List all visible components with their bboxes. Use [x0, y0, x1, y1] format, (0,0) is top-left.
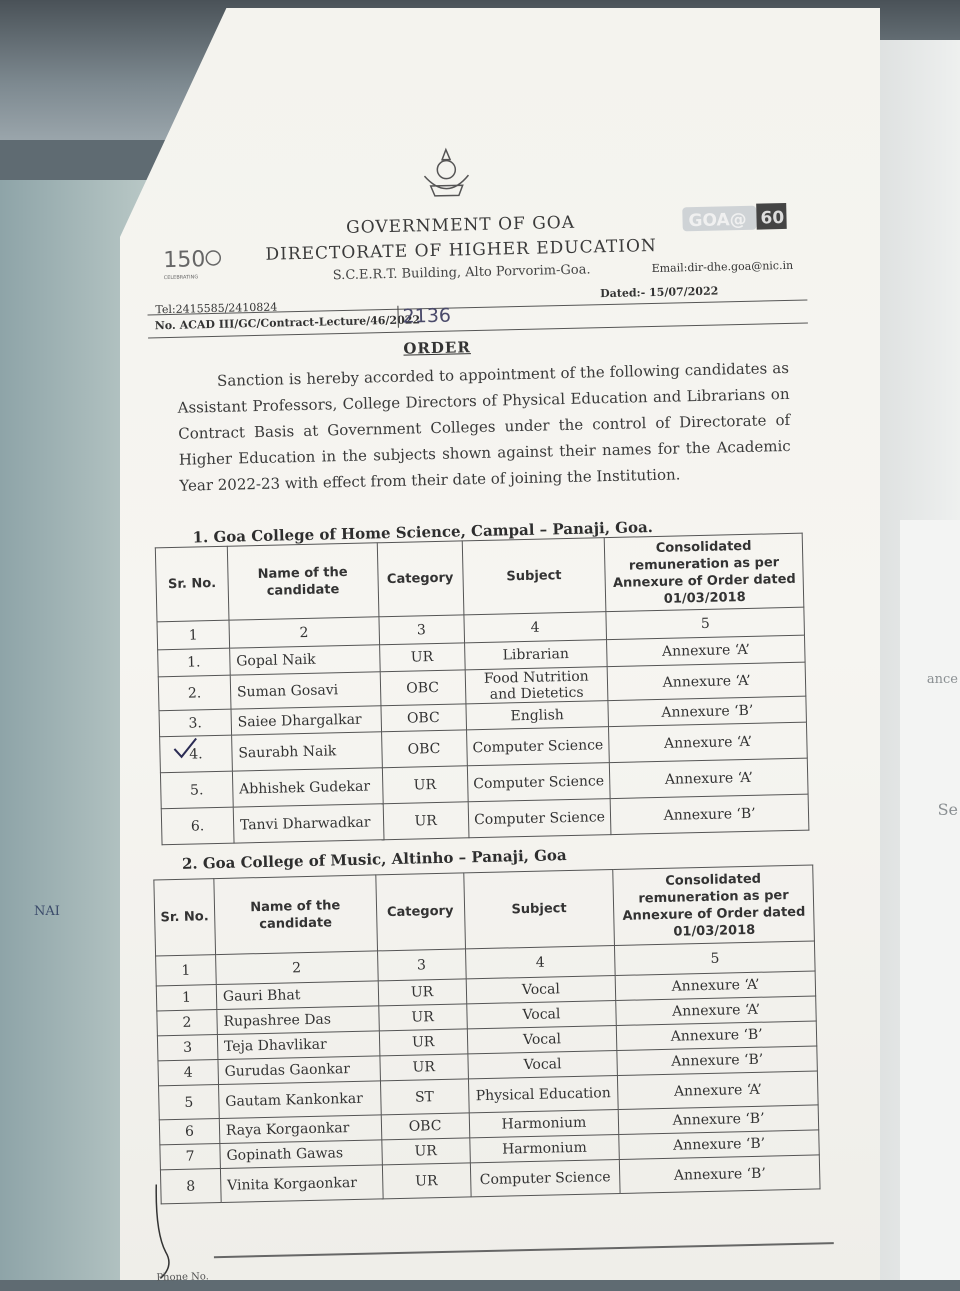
sr-no-cell: 3: [157, 1035, 217, 1061]
remuneration-cell: Annexure ‘B’: [617, 1046, 817, 1076]
telephone: Tel:2415585/2410824: [155, 300, 278, 317]
candidate-name-cell: Saurabh Naik: [231, 732, 382, 771]
candidate-name-cell: Gopal Naik: [229, 645, 379, 675]
header-sr-no: Sr. No.: [155, 546, 229, 622]
remuneration-cell: Annexure ‘A’: [618, 1071, 818, 1110]
order-date: Dated:- 15/07/2022: [600, 284, 719, 301]
category-cell: UR: [379, 643, 465, 672]
category-cell: UR: [378, 1004, 466, 1031]
subject-cell: Librarian: [464, 640, 607, 670]
candidate-name-cell: Teja Dhavlikar: [217, 1031, 379, 1060]
category-cell: UR: [380, 1054, 468, 1081]
category-cell: UR: [382, 1163, 471, 1199]
candidate-name-cell: Saiee Dhargalkar: [231, 706, 381, 735]
category-cell: UR: [381, 1138, 469, 1165]
header-subject: Subject: [463, 870, 614, 949]
category-cell: UR: [379, 1029, 467, 1056]
sr-no-cell: 6.: [161, 807, 234, 845]
sr-no-cell: 1: [156, 985, 216, 1011]
subject-cell: Food Nutrition and Dietetics: [465, 667, 608, 704]
reference-number: No. ACAD III/GC/Contract-Lecture/46/2022: [154, 313, 421, 333]
remuneration-cell: Annexure ‘B’: [618, 1105, 818, 1135]
sr-no-cell: 4: [158, 1060, 218, 1086]
subject-cell: Vocal: [467, 1026, 617, 1054]
header-category: Category: [377, 541, 464, 617]
footer-phone: Phone No.: [156, 1271, 210, 1284]
header-category: Category: [375, 873, 465, 951]
remuneration-cell: Annexure ‘A’: [607, 662, 805, 700]
remuneration-cell: Annexure ‘A’: [616, 996, 816, 1026]
col-number: 4: [465, 946, 615, 979]
remuneration-cell: Annexure ‘B’: [620, 1155, 820, 1194]
candidate-name-cell: Gopinath Gawas: [220, 1140, 382, 1169]
candidate-name-cell: Suman Gosavi: [230, 672, 381, 709]
remuneration-cell: Annexure ‘A’: [609, 722, 807, 762]
candidate-name-cell: Raya Korgaonkar: [219, 1115, 381, 1144]
sr-no-cell: 6: [159, 1119, 219, 1145]
email-address: Email:dir-dhe.goa@nic.in: [651, 258, 794, 276]
header-remuneration: Consolidated remuneration as per Annexure of Order dated 01/03/2018: [605, 533, 804, 611]
sr-no-cell: 5.: [160, 771, 233, 809]
header-subject: Subject: [462, 538, 606, 615]
subject-cell: English: [466, 701, 609, 730]
svg-text:CELEBRATING: CELEBRATING: [163, 274, 199, 282]
remuneration-cell: Annexure ‘A’: [615, 971, 815, 1001]
remuneration-cell: Annexure ‘A’: [607, 635, 805, 666]
sr-no-cell: 2: [157, 1010, 217, 1036]
header-name: Name of the candidate: [214, 875, 377, 955]
col-number: 3: [379, 615, 465, 645]
edge-text-right-mid: Se: [937, 800, 958, 819]
sr-no-cell: 7: [160, 1144, 220, 1170]
sr-no-cell: 5: [159, 1085, 220, 1120]
category-cell: ST: [380, 1079, 469, 1115]
col-number: 2: [215, 951, 377, 985]
category-cell: OBC: [381, 1113, 469, 1140]
candidate-name-cell: Gurudas Gaonkar: [218, 1056, 380, 1085]
sr-no-cell: 1.: [158, 648, 230, 677]
order-paragraph: Sanction is hereby accorded to appointment of the following candidates as Assistant Professors, College Directors of Physical Education and Librarians on Contract Basis at Government Colleges under the control of Directorate of Higher Education in the subjects shown against their names for the Academic Year 2022-23 with effect from their date of joining the Institution.: [177, 358, 791, 495]
remuneration-cell: Annexure ‘B’: [617, 1021, 817, 1051]
header-remuneration: Consolidated remuneration as per Annexure of Order dated 01/03/2018: [613, 865, 814, 946]
header-sr-no: Sr. No.: [154, 879, 216, 956]
goa-emblem-icon: [414, 145, 479, 204]
sr-no-cell: 3.: [159, 709, 231, 737]
section-1-title: 1. Goa College of Home Science, Campal – Panaji, Goa.: [192, 518, 654, 547]
subject-cell: Computer Science: [468, 799, 612, 838]
subject-cell: Computer Science: [467, 763, 611, 802]
order-title: ORDER: [403, 338, 472, 358]
header-name: Name of the candidate: [227, 543, 378, 620]
col-number: 3: [377, 949, 466, 981]
candidate-name-cell: Abhishek Gudekar: [232, 768, 383, 807]
subject-cell: Vocal: [467, 1050, 617, 1078]
subject-cell: Computer Science: [466, 727, 610, 766]
col-number: 2: [229, 617, 379, 648]
svg-text:GOA@: GOA@: [688, 209, 747, 232]
col-number: 5: [606, 607, 804, 639]
sr-no-cell: 4.: [160, 735, 233, 773]
office-address: S.C.E.R.T. Building, Alto Porvorim-Goa.: [332, 262, 591, 284]
remuneration-cell: Annexure ‘A’: [610, 758, 808, 798]
subject-cell: Vocal: [466, 1001, 616, 1029]
candidate-name-cell: Vinita Korgaonkar: [220, 1165, 382, 1203]
col-number: 4: [464, 612, 607, 643]
sr-no-cell: 2.: [158, 675, 231, 711]
goa-60-logo: [680, 199, 791, 237]
government-heading: GOVERNMENT OF GOA: [345, 212, 576, 238]
music-college-table: [153, 864, 820, 1204]
gandhi-150-logo: [161, 244, 224, 285]
subject-cell: Computer Science: [470, 1159, 620, 1196]
subject-cell: Physical Education: [468, 1075, 618, 1112]
edge-text-left: NAI: [34, 904, 60, 919]
footer-divider: [214, 1242, 834, 1258]
edge-text-right-top: ance: [926, 672, 958, 687]
category-cell: UR: [382, 766, 468, 804]
handwritten-signature-mark: [150, 1182, 182, 1283]
category-cell: OBC: [381, 704, 467, 732]
candidate-name-cell: Gautam Kankonkar: [218, 1081, 380, 1119]
candidate-name-cell: Rupashree Das: [217, 1006, 379, 1035]
handwritten-tick-icon: [172, 736, 199, 761]
subject-cell: Harmonium: [469, 1109, 619, 1137]
category-cell: UR: [383, 802, 469, 840]
category-cell: UR: [378, 979, 466, 1006]
remuneration-cell: Annexure ‘B’: [608, 696, 806, 726]
candidate-name-cell: Gauri Bhat: [216, 981, 378, 1010]
directorate-heading: DIRECTORATE OF HIGHER EDUCATION: [265, 235, 658, 265]
col-number: 1: [157, 620, 229, 650]
svg-text:60: 60: [760, 207, 785, 229]
sr-no-cell: 8: [160, 1169, 221, 1204]
subject-cell: Vocal: [466, 976, 616, 1004]
section-2-title: 2. Goa College of Music, Altinho – Panaji, Goa: [181, 846, 567, 873]
home-science-table: [155, 533, 810, 846]
category-cell: OBC: [381, 730, 467, 768]
subject-cell: Harmonium: [469, 1134, 619, 1162]
remuneration-cell: Annexure ‘B’: [610, 794, 808, 834]
col-number: 1: [156, 955, 217, 986]
category-cell: OBC: [380, 670, 466, 706]
handwritten-number: 2136: [397, 305, 451, 328]
candidate-name-cell: Tanvi Dharwadkar: [233, 804, 384, 843]
remuneration-cell: Annexure ‘B’: [619, 1130, 819, 1160]
svg-text:150: 150: [163, 247, 206, 274]
col-number: 5: [615, 941, 815, 976]
